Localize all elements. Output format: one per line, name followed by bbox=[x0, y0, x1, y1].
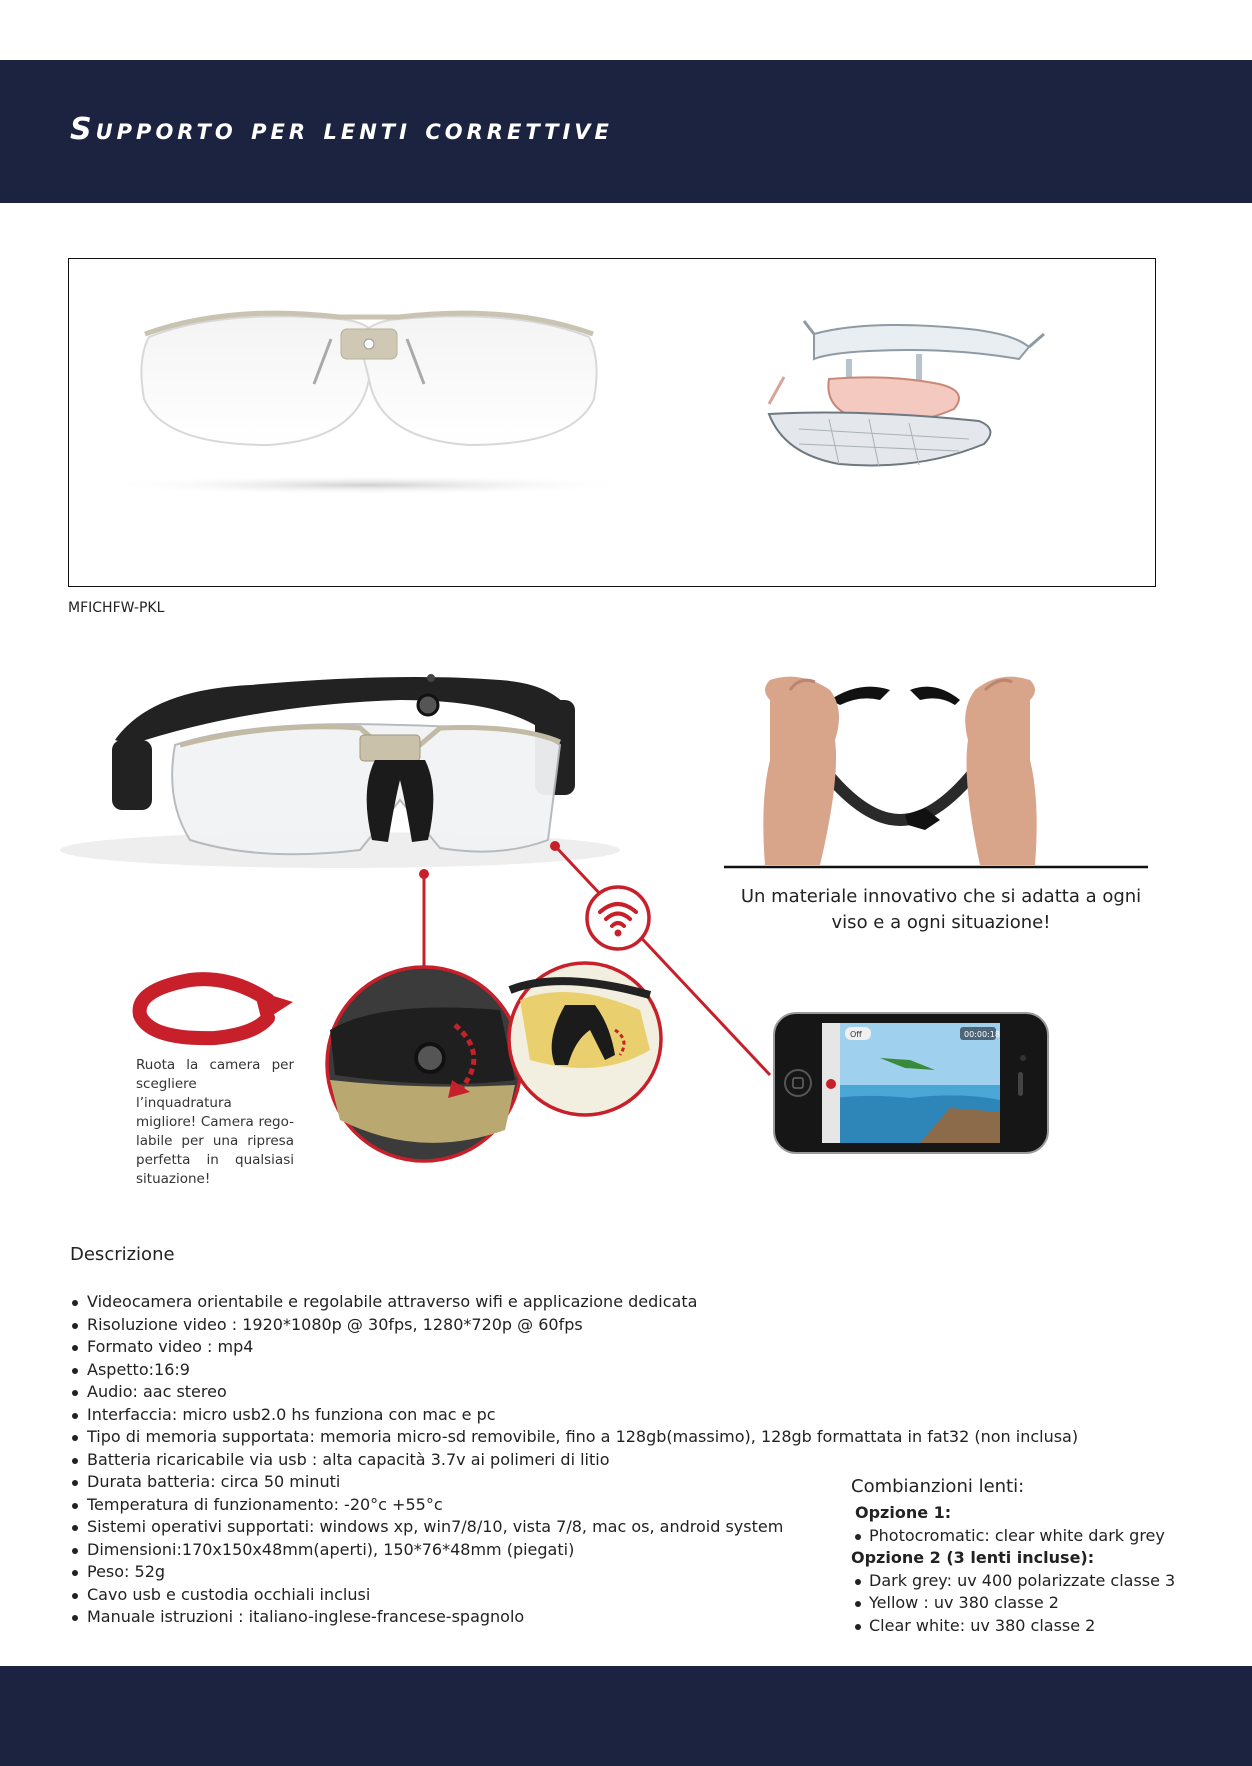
smartphone-photo bbox=[774, 1013, 1048, 1153]
phone-status: Off bbox=[850, 1030, 862, 1039]
list-item: Videocamera orientabile e regolabile attraverso wifi e applicazione dedicata bbox=[70, 1291, 1070, 1314]
list-item: Dimensioni:170x150x48mm(aperti), 150*76*48mm (piegati) bbox=[70, 1539, 1070, 1562]
footer-band bbox=[0, 1666, 1252, 1766]
flexible-frame-photo bbox=[763, 677, 1036, 865]
list-item: Cavo usb e custodia occhiali inclusi bbox=[70, 1584, 1070, 1607]
product-code: MFICHFW-PKL bbox=[68, 600, 165, 616]
wifi-icon bbox=[587, 887, 649, 949]
list-item: Interfaccia: micro usb2.0 hs funziona con mac e pc bbox=[70, 1404, 1070, 1427]
option-2-list bbox=[851, 1570, 1231, 1638]
list-item: Batteria ricaricabile via usb : alta capacità 3.7v ai polimeri di litio bbox=[70, 1449, 1070, 1472]
list-item: Photocromatic: clear white dark grey bbox=[851, 1525, 1231, 1548]
page-title: Supporto per lenti correttive bbox=[70, 112, 613, 147]
list-item: Temperatura di funzionamento: -20°c +55°c bbox=[70, 1494, 1070, 1517]
list-item: Aspetto:16:9 bbox=[70, 1359, 1070, 1382]
option-1-label: Opzione 1: bbox=[855, 1503, 952, 1522]
option-2-label: Opzione 2 (3 lenti incluse): bbox=[851, 1548, 1095, 1567]
lens-title: Combianzioni lenti: bbox=[851, 1476, 1025, 1497]
phone-timer: 00:00:18 bbox=[964, 1030, 1000, 1039]
rotate-arrow-icon bbox=[140, 979, 293, 1038]
material-caption: Un materiale innovativo che si adatta a ogni viso e a ogni situazione! bbox=[740, 886, 1142, 933]
list-item: Yellow : uv 380 classe 2 bbox=[851, 1592, 1231, 1615]
camera-detail-circle bbox=[327, 967, 521, 1161]
rotate-caption: Ruota la camera per scegliere l’inquadratura migliore! Camera rego-labile per una ripresa perfetta in qualsiasi situazione! bbox=[136, 1057, 294, 1187]
list-item: Manuale istruzioni : italiano-inglese-francese-spagnolo bbox=[70, 1606, 1070, 1629]
list-item: Formato video : mp4 bbox=[70, 1336, 1070, 1359]
list-item: Risoluzione video : 1920*1080p @ 30fps, 1280*720p @ 60fps bbox=[70, 1314, 1070, 1337]
lens-combinations bbox=[851, 1474, 1231, 1637]
option-1-list bbox=[851, 1525, 1231, 1548]
list-item: Audio: aac stereo bbox=[70, 1381, 1070, 1404]
camera-glasses-photo bbox=[60, 674, 620, 879]
list-item: Sistemi operativi supportati: windows xp, win7/8/10, vista 7/8, mac os, android system bbox=[70, 1516, 1070, 1539]
list-item: Tipo di memoria supportata: memoria micro-sd removibile, fino a 128gb(massimo), 128gb formattata in fat32 (non inclusa) bbox=[70, 1426, 1070, 1449]
list-item: Peso: 52g bbox=[70, 1561, 1070, 1584]
list-item: Clear white: uv 380 classe 2 bbox=[851, 1615, 1231, 1638]
description-title: Descrizione bbox=[70, 1244, 175, 1265]
list-item: Durata batteria: circa 50 minuti bbox=[70, 1471, 1070, 1494]
nosepad-detail-circle bbox=[509, 963, 661, 1115]
list-item: Dark grey: uv 400 polarizzate classe 3 bbox=[851, 1570, 1231, 1593]
